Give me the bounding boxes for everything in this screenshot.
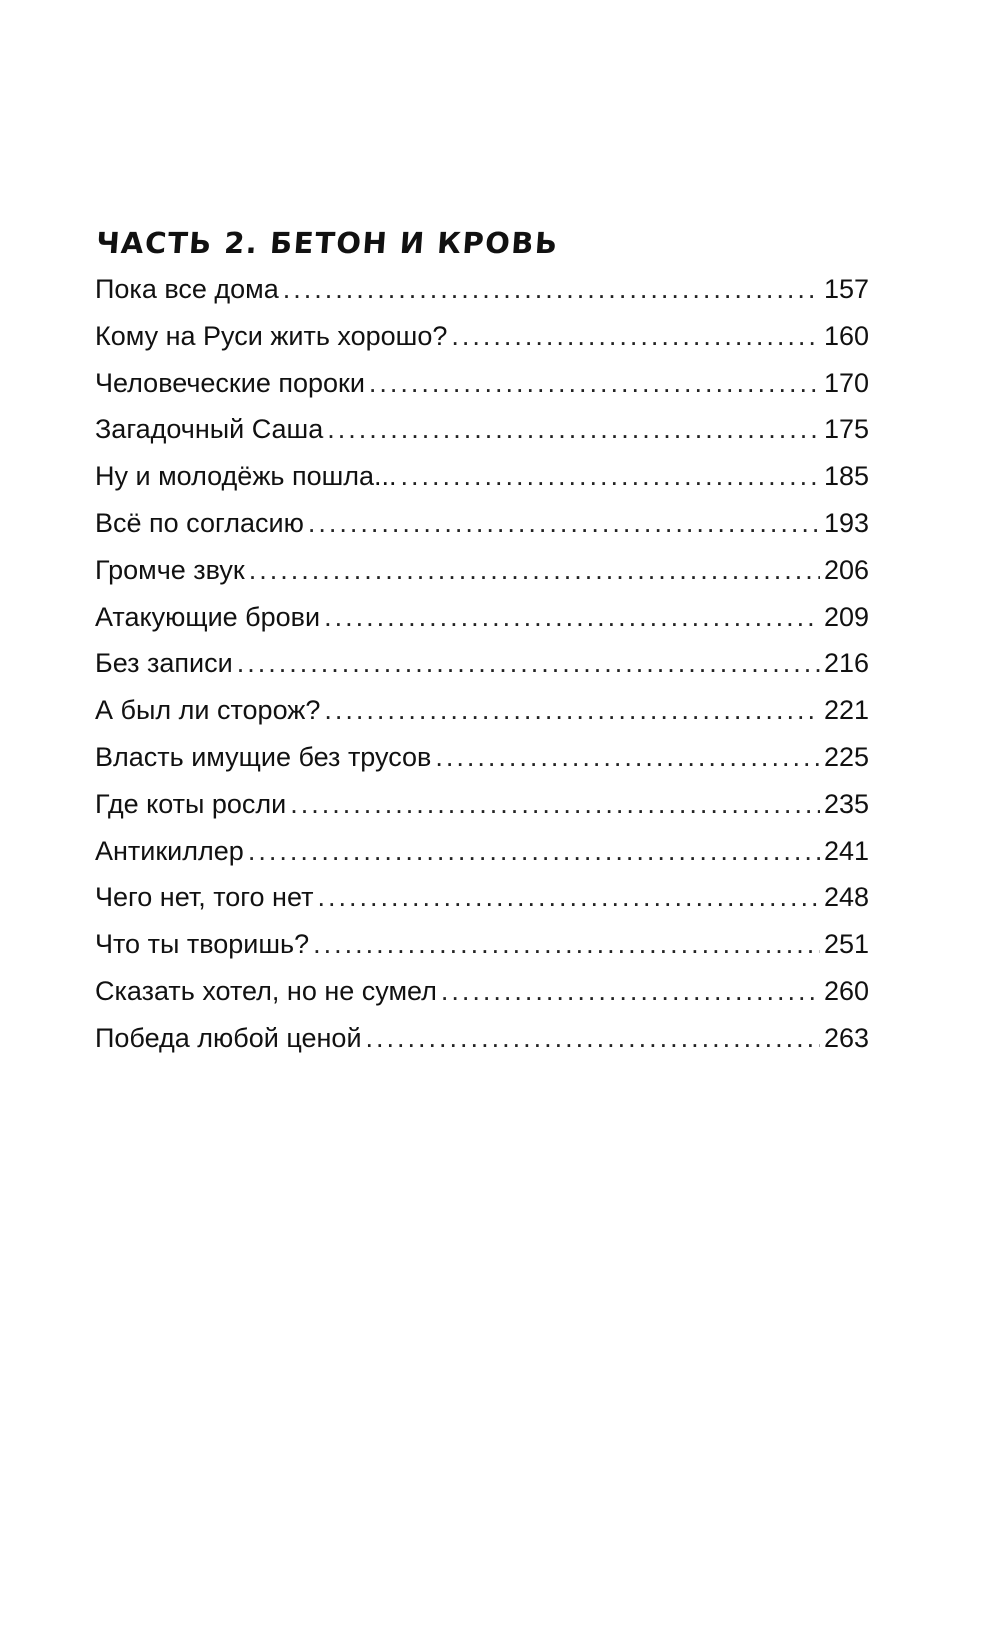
dot-leader — [451, 321, 820, 352]
dot-leader — [313, 929, 820, 960]
toc-entry[interactable] — [95, 274, 869, 321]
toc-entry-page: 206 — [823, 554, 869, 585]
dot-leader — [308, 508, 820, 539]
toc-entry[interactable] — [95, 789, 869, 836]
toc-entry-title: Без записи — [95, 648, 233, 679]
dot-leader — [366, 1023, 820, 1054]
toc-entry-page: 170 — [823, 367, 869, 398]
toc-entry-title: Всё по согласию — [95, 507, 304, 538]
dot-leader — [290, 789, 820, 820]
toc-entry[interactable] — [95, 976, 869, 1023]
toc-entry-title: Атакующие брови — [95, 601, 321, 632]
toc-entry[interactable] — [95, 836, 869, 883]
toc-entry-page: 209 — [823, 601, 869, 632]
toc-entry-page: 225 — [823, 741, 869, 772]
toc-entry[interactable] — [95, 602, 869, 649]
table-of-contents — [95, 274, 869, 1070]
toc-entry-title: Человеческие пороки — [95, 367, 365, 398]
toc-entry-page: 260 — [823, 975, 869, 1006]
toc-entry-page: 248 — [823, 882, 869, 913]
toc-entry-page: 241 — [823, 835, 869, 866]
toc-entry-title: Загадочный Саша — [95, 414, 324, 445]
toc-entry-page: 175 — [823, 414, 869, 445]
toc-entry[interactable] — [95, 929, 869, 976]
toc-entry[interactable] — [95, 414, 869, 461]
toc-entry[interactable] — [95, 368, 869, 415]
toc-entry[interactable] — [95, 882, 869, 929]
toc-entry-title: Пока все дома — [95, 274, 279, 304]
toc-entry-title: Ну и молодёжь пошла... — [95, 461, 397, 492]
toc-entry-title: Победа любой ценой — [95, 1022, 362, 1053]
toc-entry[interactable] — [95, 695, 869, 742]
dot-leader — [248, 836, 820, 867]
dot-leader — [324, 602, 820, 633]
toc-entry[interactable] — [95, 321, 869, 368]
toc-entry-page: 216 — [823, 648, 869, 679]
toc-entry-title: Где коты росли — [95, 788, 287, 819]
toc-entry-title: Что ты творишь? — [95, 929, 310, 960]
toc-entry[interactable] — [95, 648, 869, 695]
toc-entry-title: Громче звук — [95, 554, 245, 585]
toc-entry-page: 160 — [823, 320, 869, 351]
toc-entry-page: 263 — [823, 1022, 869, 1053]
dot-leader — [283, 274, 820, 305]
toc-entry-page: 221 — [823, 695, 869, 726]
toc-entry-page: 185 — [823, 461, 869, 492]
toc-entry-title: Чего нет, того нет — [95, 882, 314, 913]
toc-entry-title: Кому на Руси жить хорошо? — [95, 320, 448, 351]
toc-entry-title: Власть имущие без трусов — [95, 741, 432, 772]
part-heading: ЧАСТЬ 2. БЕТОН И КРОВЬ — [95, 226, 560, 260]
toc-entry-title: А был ли сторож? — [95, 695, 321, 726]
toc-entry-title: Сказать хотел, но не сумел — [95, 975, 437, 1006]
toc-entry[interactable] — [95, 508, 869, 555]
toc-entry-title: Антикиллер — [95, 835, 244, 866]
dot-leader — [401, 461, 820, 492]
dot-leader — [435, 742, 820, 773]
toc-entry-page: 235 — [823, 788, 869, 819]
toc-entry[interactable] — [95, 461, 869, 508]
toc-entry[interactable] — [95, 742, 869, 789]
dot-leader — [237, 648, 820, 679]
dot-leader — [249, 555, 820, 586]
toc-entry-page: 193 — [823, 507, 869, 538]
toc-entry[interactable] — [95, 1023, 869, 1070]
toc-entry-page: 251 — [823, 929, 869, 960]
dot-leader — [327, 414, 820, 445]
dot-leader — [369, 368, 820, 399]
toc-entry[interactable] — [95, 555, 869, 602]
dot-leader — [441, 976, 820, 1007]
toc-entry-page: 157 — [823, 274, 869, 304]
dot-leader — [317, 882, 819, 913]
dot-leader — [324, 695, 820, 726]
